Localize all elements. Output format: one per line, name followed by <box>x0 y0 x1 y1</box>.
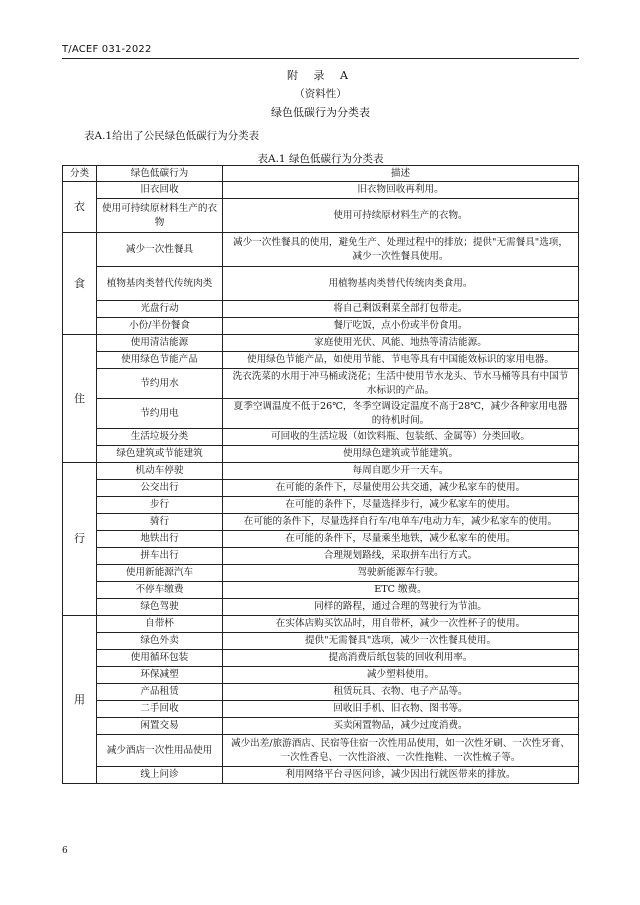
behavior-cell: 节约用水 <box>97 369 223 399</box>
description-cell: 在实体店购买饮品时，用自带杯，减少一次性杯子的使用。 <box>223 616 579 633</box>
behavior-classification-table <box>62 165 579 784</box>
appendix-nature: （资料性） <box>294 88 347 100</box>
description-cell: 餐厅吃饭，点小份或半份食用。 <box>223 318 579 335</box>
table-row <box>63 582 579 599</box>
intro-paragraph: 表A.1给出了公民绿色低碳行为分类表 <box>84 130 260 142</box>
description-cell: 在可能的条件下，尽量选择自行车/电单车/电动力车，减少私家车的使用。 <box>223 514 579 531</box>
table-row <box>63 480 579 497</box>
description-cell: 家庭使用光伏、风能、地热等清洁能源。 <box>223 335 579 352</box>
table-row <box>63 531 579 548</box>
table-row <box>63 182 579 199</box>
description-cell: 旧衣物回收再利用。 <box>223 182 579 199</box>
behavior-cell: 节约用电 <box>97 399 223 429</box>
behavior-cell: 二手回收 <box>97 701 223 718</box>
table-row <box>63 301 579 318</box>
behavior-cell: 使用清洁能源 <box>97 335 223 352</box>
behavior-cell: 小份/半份餐食 <box>97 318 223 335</box>
description-cell: 驾驶新能源车行驶。 <box>223 565 579 582</box>
table-row <box>63 616 579 633</box>
table-row <box>63 233 579 267</box>
table-row <box>63 514 579 531</box>
description-cell: 合理规划路线，采取拼车出行方式。 <box>223 548 579 565</box>
description-cell: 使用绿色节能产品，如使用节能、节电等具有中国能效标识的家用电器。 <box>223 352 579 369</box>
table-row <box>63 633 579 650</box>
category-cell: 行 <box>63 463 97 616</box>
header-category: 分类 <box>63 166 97 182</box>
table-row <box>63 335 579 352</box>
table-row <box>63 318 579 335</box>
table-row <box>63 497 579 514</box>
standard-code: T/ACEF 031-2022 <box>62 44 152 55</box>
appendix-subject: 绿色低碳行为分类表 <box>271 106 370 119</box>
table-row <box>63 548 579 565</box>
description-cell: 减少一次性餐具的使用，避免生产、处理过程中的排放；提供"无需餐具"选项，减少一次性餐具使用。 <box>223 233 579 267</box>
behavior-cell: 地铁出行 <box>97 531 223 548</box>
behavior-cell: 绿色外卖 <box>97 633 223 650</box>
header-description: 描述 <box>223 166 579 182</box>
table-header-row <box>63 166 579 182</box>
behavior-cell: 绿色驾驶 <box>97 599 223 616</box>
description-cell: 减少塑料使用。 <box>223 667 579 684</box>
description-cell: 在可能的条件下，尽量选择步行，减少私家车的使用。 <box>223 497 579 514</box>
description-cell: 将自己剩饭剩菜全部打包带走。 <box>223 301 579 318</box>
table-row <box>63 565 579 582</box>
behavior-cell: 使用新能源汽车 <box>97 565 223 582</box>
behavior-cell: 使用可持续原材料生产的衣物 <box>97 199 223 233</box>
description-cell: 在可能的条件下，尽量使用公共交通，减少私家车的使用。 <box>223 480 579 497</box>
category-cell: 食 <box>63 233 97 335</box>
behavior-cell: 骑行 <box>97 514 223 531</box>
behavior-cell: 减少一次性餐具 <box>97 233 223 267</box>
table-row <box>63 701 579 718</box>
behavior-cell: 自带杯 <box>97 616 223 633</box>
description-cell: 同样的路程，通过合理的驾驶行为节油。 <box>223 599 579 616</box>
description-cell: 买卖闲置物品，减少过度消费。 <box>223 718 579 735</box>
table-row <box>63 735 579 767</box>
table-row <box>63 650 579 667</box>
description-cell: 可回收的生活垃圾（如饮料瓶、包装纸、金属等）分类回收。 <box>223 429 579 446</box>
behavior-cell: 环保减塑 <box>97 667 223 684</box>
behavior-cell: 拼车出行 <box>97 548 223 565</box>
table-row <box>63 446 579 463</box>
header-behavior: 绿色低碳行为 <box>97 166 223 182</box>
description-cell: ETC 缴费。 <box>223 582 579 599</box>
appendix-title: 附 录 A <box>287 69 354 82</box>
behavior-cell: 不停车缴费 <box>97 582 223 599</box>
table-row <box>63 599 579 616</box>
behavior-cell: 使用循环包装 <box>97 650 223 667</box>
category-cell: 衣 <box>63 182 97 233</box>
category-cell: 住 <box>63 335 97 463</box>
description-cell: 减少出差/旅游酒店、民宿等住宿一次性用品使用，如一次性牙刷、一次性牙膏、一次性香皂、一次性浴液、一次性拖鞋、一次性梳子等。 <box>223 735 579 767</box>
table-row <box>63 767 579 784</box>
behavior-cell: 旧衣回收 <box>97 182 223 199</box>
description-cell: 使用绿色建筑或节能建筑。 <box>223 446 579 463</box>
behavior-cell: 步行 <box>97 497 223 514</box>
table-row <box>63 399 579 429</box>
behavior-cell: 使用绿色节能产品 <box>97 352 223 369</box>
behavior-cell: 减少酒店一次性用品使用 <box>97 735 223 767</box>
table-row <box>63 429 579 446</box>
behavior-cell: 闲置交易 <box>97 718 223 735</box>
behavior-cell: 绿色建筑或节能建筑 <box>97 446 223 463</box>
table-row <box>63 718 579 735</box>
description-cell: 洗衣洗菜的水用于冲马桶或浇花；生活中使用节水龙头、节水马桶等具有中国节水标识的产品。 <box>223 369 579 399</box>
description-cell: 提高消费后纸包装的回收利用率。 <box>223 650 579 667</box>
table-row <box>63 684 579 701</box>
description-cell: 夏季空调温度不低于26℃，冬季空调设定温度不高于28℃，减少各种家用电器的待机时间。 <box>223 399 579 429</box>
table-row <box>63 369 579 399</box>
description-cell: 用植物基肉类替代传统肉类食用。 <box>223 267 579 301</box>
table-row <box>63 267 579 301</box>
header-divider <box>62 58 579 59</box>
description-cell: 在可能的条件下，尽量乘坐地铁，减少私家车的使用。 <box>223 531 579 548</box>
behavior-cell: 生活垃圾分类 <box>97 429 223 446</box>
page-number: 6 <box>62 846 68 856</box>
table-row <box>63 667 579 684</box>
table-row <box>63 352 579 369</box>
category-cell: 用 <box>63 616 97 784</box>
description-cell: 每周自愿少开一天车。 <box>223 463 579 480</box>
behavior-cell: 植物基肉类替代传统肉类 <box>97 267 223 301</box>
table-row <box>63 199 579 233</box>
behavior-cell: 机动车停驶 <box>97 463 223 480</box>
description-cell: 回收旧手机、旧衣物、图书等。 <box>223 701 579 718</box>
description-cell: 租赁玩具、衣物、电子产品等。 <box>223 684 579 701</box>
behavior-cell: 线上问诊 <box>97 767 223 784</box>
behavior-cell: 光盘行动 <box>97 301 223 318</box>
table-caption: 表A.1 绿色低碳行为分类表 <box>257 153 384 165</box>
table-body <box>63 182 579 784</box>
description-cell: 使用可持续原材料生产的衣物。 <box>223 199 579 233</box>
behavior-cell: 公交出行 <box>97 480 223 497</box>
table-row <box>63 463 579 480</box>
description-cell: 提供"无需餐具"选项，减少一次性餐具使用。 <box>223 633 579 650</box>
description-cell: 利用网络平台寻医问诊，减少因出行就医带来的排放。 <box>223 767 579 784</box>
behavior-cell: 产品租赁 <box>97 684 223 701</box>
